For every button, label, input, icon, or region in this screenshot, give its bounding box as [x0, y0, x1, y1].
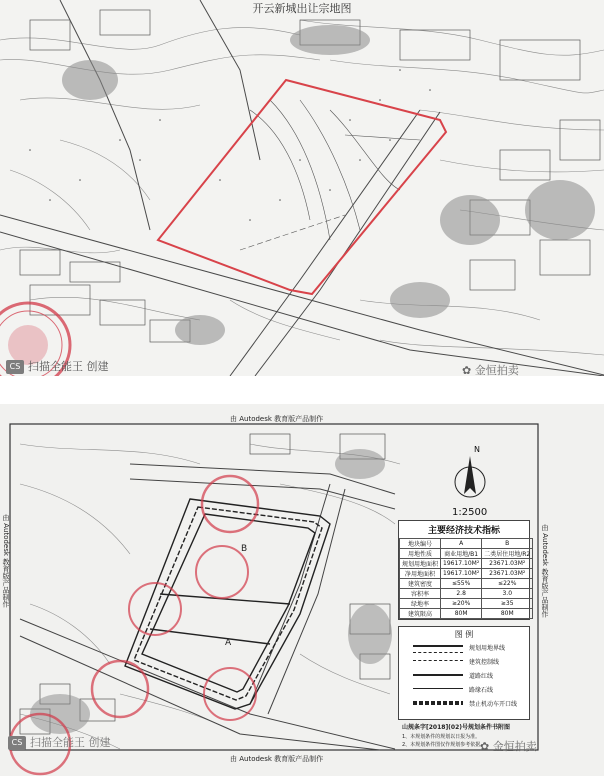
scanner-watermark-bottom [8, 734, 111, 750]
table-cell: ≤22% [482, 579, 533, 589]
table-row [400, 559, 533, 569]
scanner-watermark [6, 358, 109, 374]
footer-note-2: 2、本规划条件图仅作规划参考依据。 [402, 742, 486, 748]
auction-watermark [462, 362, 519, 376]
table-row [400, 549, 533, 559]
legend-item: 道路红线 [469, 673, 494, 680]
scanner-watermark-text: 扫描全能王 创建 [30, 736, 111, 749]
legend-title: 图 例 [454, 630, 474, 639]
table-cell: 净用地面积 [400, 569, 441, 579]
scanner-logo-icon: CS [8, 736, 26, 750]
map-title: 开云新城出让宗地图 [252, 2, 352, 15]
indicators-panel [398, 520, 530, 620]
table-row [400, 599, 533, 609]
legend-symbol-boundary [413, 645, 463, 653]
wechat-icon: ✿ [462, 364, 472, 376]
table-row [400, 579, 533, 589]
table-cell: 19617.10M² [441, 559, 482, 569]
auction-watermark-bottom [480, 738, 537, 754]
legend-item: 禁止机动车开口线 [469, 701, 518, 708]
table-cell: ≥35 [482, 599, 533, 609]
table-header-row [400, 539, 533, 549]
frame-label-left: 由 Autodesk 教育版产品制作 [2, 514, 10, 608]
table-cell: 23671.03M² [482, 559, 533, 569]
scanner-watermark-text: 扫描全能王 创建 [28, 360, 109, 373]
parcel-label-a: A [225, 638, 232, 648]
table-row [400, 569, 533, 579]
table-cell: 80M [441, 609, 482, 619]
frame-label-right: 由 Autodesk 教育版产品制作 [541, 524, 549, 618]
table-cell: ≥20% [441, 599, 482, 609]
table-header-cell: A [441, 539, 482, 549]
indicators-table [399, 538, 533, 619]
legend-symbol-curb-line [413, 688, 463, 694]
table-cell: 建筑限高 [400, 609, 441, 619]
auction-watermark-text: 金恒拍卖 [474, 364, 519, 376]
table-row [400, 589, 533, 599]
parcel-label-b: B [241, 544, 248, 554]
table-cell: 23671.03M² [482, 569, 533, 579]
table-cell: 建筑密度 [400, 579, 441, 589]
legend-panel [398, 626, 530, 720]
legend-symbol-building-line [413, 660, 463, 666]
legend-item: 路缘石线 [469, 687, 494, 694]
table-header-cell: B [482, 539, 533, 549]
legend-item: 规划用地界线 [469, 645, 506, 652]
table-cell: 19617.10M² [441, 569, 482, 579]
legend-symbol-road-red-line [413, 674, 463, 681]
page-gap [0, 376, 604, 404]
indicators-title: 主要经济技术指标 [427, 526, 500, 536]
table-cell: 2.8 [441, 589, 482, 599]
table-cell: 绿地率 [400, 599, 441, 609]
footer-note-1: 1、本规划条件的规划以日报为准。 [402, 734, 481, 740]
table-cell: 容积率 [400, 589, 441, 599]
footer-title: 山规条字[2018](02)号规划条件书附图 [402, 724, 511, 731]
top-scan-map [0, 0, 604, 376]
legend-symbol-no-vehicle-opening [413, 701, 463, 705]
table-cell: 用地性质 [400, 549, 441, 559]
scanner-logo-icon: CS [6, 360, 24, 374]
table-cell: ≤55% [441, 579, 482, 589]
table-cell: 80M [482, 609, 533, 619]
table-cell: 3.0 [482, 589, 533, 599]
auction-watermark-text: 金恒拍卖 [492, 740, 537, 753]
table-cell: 二类居住用地/R2 [482, 549, 533, 559]
wechat-icon: ✿ [480, 740, 490, 753]
legend-item: 建筑控制线 [469, 659, 500, 666]
north-label: N [474, 445, 480, 454]
map-scale: 1:2500 [452, 507, 488, 518]
table-row [400, 609, 533, 619]
table-cell: 商业用地/B1 [441, 549, 482, 559]
frame-label-top: 由 Autodesk 教育版产品制作 [230, 415, 324, 423]
table-cell: 规划用地面积 [400, 559, 441, 569]
north-arrow-icon [455, 456, 485, 497]
top-map-drawing [0, 0, 604, 376]
table-header-cell: 地块编号 [400, 539, 441, 549]
parcel-outline [158, 80, 446, 294]
frame-label-bottom: 由 Autodesk 教育版产品制作 [230, 755, 324, 763]
